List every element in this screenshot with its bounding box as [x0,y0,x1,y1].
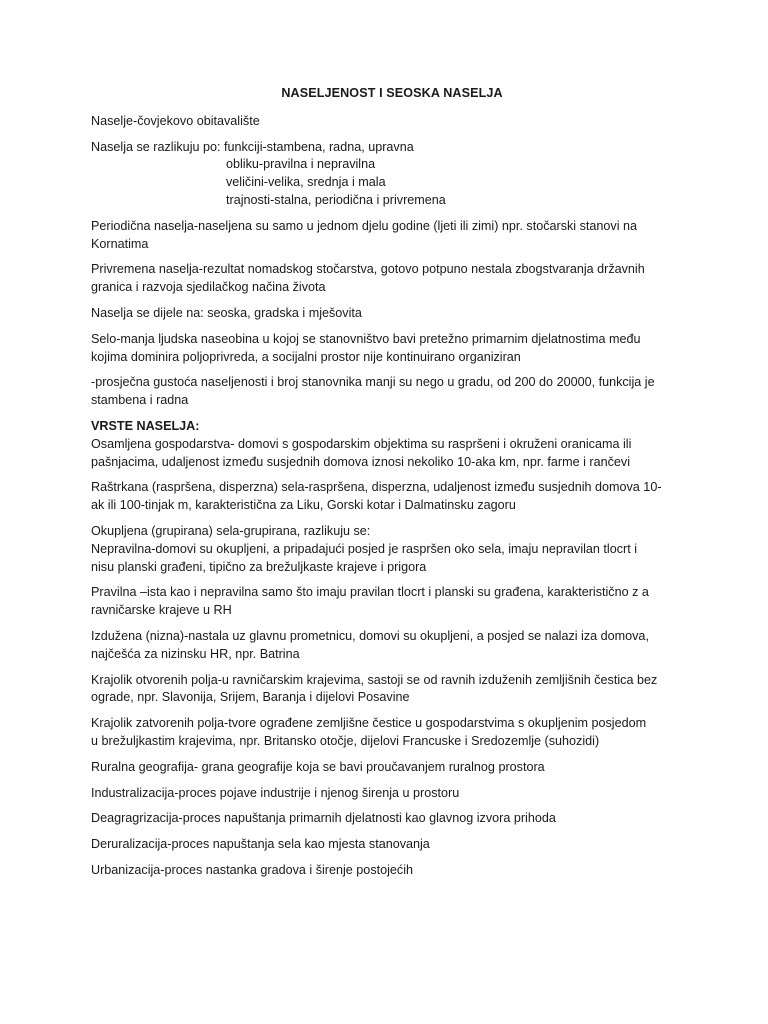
paragraph-deagrarization [91,810,691,828]
paragraph-settlement-criteria [91,139,691,210]
text-line: Naselja se razlikuju po: funkciji-stambena, radna, upravna [91,139,414,154]
text-line: nisu planski građeni, tipično za brežuljkaste krajeve i prigora [91,559,427,574]
paragraph-regular-villages [91,584,691,620]
text-line: Pravilna –ista kao i nepravilna samo što imaju pravilan tlocrt i planski su građena, karakteristično z a [91,585,649,600]
text-line: Kornatima [91,236,149,251]
text-line: ak ili 100-tinjak m, karakteristična za Liku, Gorski kotar i Dalmatinsku zagoru [91,498,516,513]
section-heading: VRSTE NASELJA: [91,418,200,433]
text-line: Izdužena (nizna)-nastala uz glavnu prometnicu, domovi su okupljeni, a posjed se nalazi iza domova, [91,628,649,643]
text-line: kojima dominira poljoprivreda, a socijalni prostor nije kontinuirano organiziran [91,349,521,364]
text-line: -prosječna gustoća naseljenosti i broj stanovnika manji su nego u gradu, od 200 do 20000, funkcija je [91,375,655,390]
text-line: granica i razvoja sjedilačkog načina života [91,280,326,295]
text-line: Naselje-čovjekovo obitavalište [91,113,260,128]
text-line: Krajolik otvorenih polja-u ravničarskim krajevima, sastoji se od ravnih izduženih zemljišnih čestica bez [91,672,658,687]
criteria-line-shape: obliku-pravilna i nepravilna [226,157,376,172]
text-line: ograde, npr. Slavonija, Srijem, Baranja i dijelovi Posavine [91,690,410,705]
paragraph-periodic-settlements [91,218,691,254]
paragraph-dispersed-villages [91,479,691,515]
text-line: Krajolik zatvorenih polja-tvore ograđene zemljišne čestice u gospodarstvima s okupljenim posjedom [91,716,647,731]
criteria-line-duration: trajnosti-stalna, periodična i privremena [226,192,446,207]
text-line: Naselja se dijele na: seoska, gradska i mješovita [91,305,362,320]
paragraph-rural-geography [91,759,691,777]
text-line: Deruralizacija-proces napuštanja sela kao mjesta stanovanja [91,837,430,852]
text-line: Okupljena (grupirana) sela-grupirana, razlikuju se: [91,523,371,538]
text-line: ravničarske krajeve u RH [91,603,232,618]
text-line: Nepravilna-domovi su okupljeni, a pripadajući posjed je raspršen oko sela, imaju nepravilan tlocrt i [91,541,638,556]
text-line: Osamljena gospodarstva- domovi s gospodarskim objektima su raspršeni i okruženi oranicama ili [91,436,632,451]
text-line: Selo-manja ljudska naseobina u kojoj se stanovništvo bavi pretežno primarnim djelatnostima među [91,331,641,346]
text-line: Raštrkana (raspršena, disperzna) sela-raspršena, disperzna, udaljenost između susjednih domova 10- [91,480,662,495]
paragraph-settlement-types [91,418,691,471]
paragraph-settlement-definition [91,113,691,131]
text-line: pašnjacima, udaljenost između susjednih domova iznosi nekoliko 10-aka km, npr. farme i rančevi [91,454,631,469]
paragraph-closed-fields [91,715,691,751]
text-line: Periodična naselja-naseljena su samo u jednom djelu godine (ljeti ili zimi) npr. stočarski stanovi na [91,218,638,233]
text-line: najčešća za nizinsku HR, npr. Batrina [91,646,300,661]
document-page [91,85,691,888]
paragraph-industrialization [91,785,691,803]
text-line: u brežuljkastim krajevima, npr. Britansko otočje, dijelovi Francuske i Sredozemlje (suhozidi) [91,733,600,748]
paragraph-deruralization [91,836,691,854]
paragraph-temporary-settlements [91,261,691,297]
paragraph-linear-villages [91,628,691,664]
paragraph-open-fields [91,672,691,708]
paragraph-village-density [91,374,691,410]
text-line: Privremena naselja-rezultat nomadskog stočarstva, gotovo potpuno nestala zbogstvaranja državnih [91,262,645,277]
text-line: Deagragrizacija-proces napuštanja primarnih djelatnosti kao glavnog izvora prihoda [91,811,556,826]
text-line: Urbanizacija-proces nastanka gradova i širenje postojećih [91,862,414,877]
paragraph-grouped-villages [91,523,691,576]
document-title: NASELJENOST I SEOSKA NASELJA [281,86,503,100]
text-line: Industralizacija-proces pojave industrije i njenog širenja u prostoru [91,785,460,800]
text-line: stambena i radna [91,393,189,408]
criteria-line-size: veličini-velika, srednja i mala [226,175,386,190]
paragraph-urbanization [91,862,691,880]
paragraph-village-definition [91,331,691,367]
text-line: Ruralna geografija- grana geografije koja se bavi proučavanjem ruralnog prostora [91,759,545,774]
paragraph-settlement-division [91,305,691,323]
